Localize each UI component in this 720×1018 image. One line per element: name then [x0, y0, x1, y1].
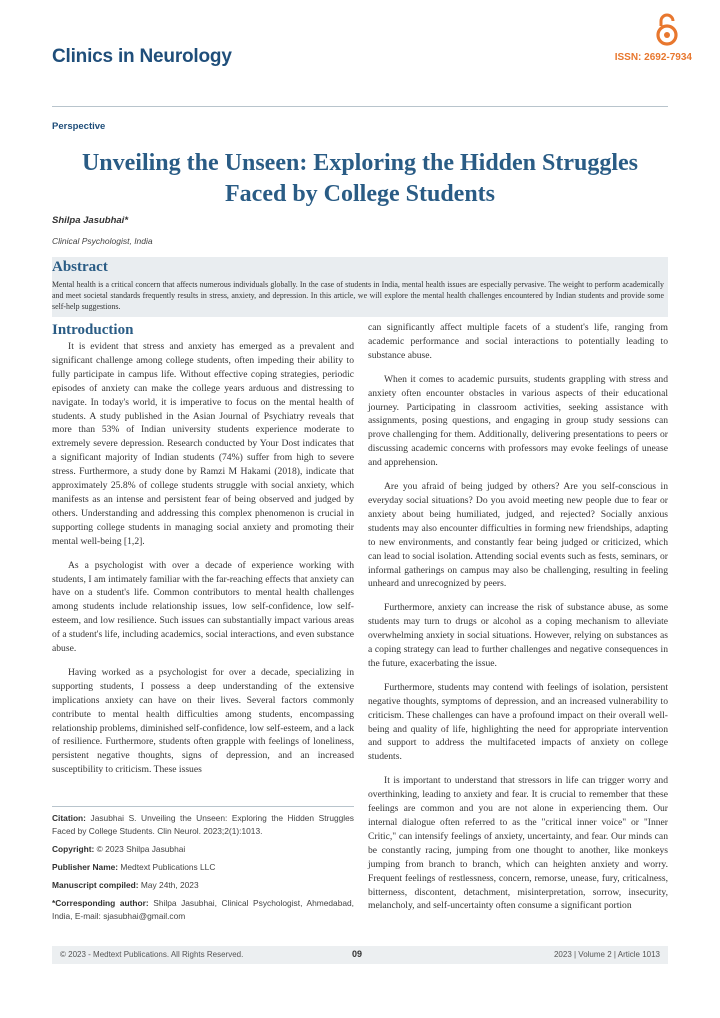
publisher-entry: [52, 861, 354, 874]
author-affiliation: Clinical Psychologist, India: [52, 236, 153, 246]
corresponding-entry: [52, 897, 354, 923]
corresponding-label: *Corresponding author:: [52, 898, 149, 908]
manuscript-entry: [52, 879, 354, 892]
right-column: [368, 321, 668, 923]
paragraph: Furthermore, anxiety can increase the risk of substance abuse, as some students may turn to drugs or alcohol as a coping mechanism to alleviate overwhelming anxiety in social situations. However, relying on substances as a coping strategy can lead to further challenges and negative consequences in the future, exacerbating the issue.: [368, 602, 668, 669]
journal-name: Clinics in Neurology: [52, 46, 232, 67]
footer-copyright: © 2023 - Medtext Publications. All Rights Reserved.: [60, 950, 244, 959]
article-title: [52, 148, 668, 210]
citation-divider: [52, 806, 354, 807]
copyright-label: Copyright:: [52, 844, 95, 854]
manuscript-label: Manuscript compiled:: [52, 880, 139, 890]
paragraph: It is evident that stress and anxiety has emerged as a prevalent and significant challenge among college students, often impeding their ability to fully participate in campus life. Without effective coping strategies, periodic episodes of anxiety can make the college years arduous and distressing to navigate. In today's world, it is imperative to focus on the mental health of students. A study published in the Asian Journal of Psychiatry reveals that more than 53% of Indian university students experience moderate to extremely severe depression. Research conducted by Your Dost indicates that a significant majority of Indian students (74%) suffer from high to severe stress. Furthermore, a study done by Ramzi M Hakami (2018), indicate that approximately 25.8% of college students struggle with social anxiety, which manifests as an intense and persistent fear of being observed and judged by others. Understanding and addressing this complex phenomenon is crucial in supporting college students in managing social anxiety and promoting their mental well-being [1,2].: [52, 341, 354, 547]
page-number: 09: [352, 949, 363, 959]
citation-label: Citation:: [52, 813, 86, 823]
introduction-heading: Introduction: [52, 322, 134, 338]
abstract-heading: Abstract: [52, 259, 108, 275]
citation-entry: [52, 812, 354, 838]
abstract-text: Mental health is a critical concern that affects numerous individuals globally. In the case of students in India, mental health issues are especially pervasive. The weight to perform academically and meet societal standards frequently results in stress, anxiety, and depression. In this article, we will explore the mental health challenges encountered by Indian students and provide some self-help suggestions.: [52, 280, 664, 311]
title-line-2: Faced by College Students: [225, 181, 495, 207]
paragraph: Are you afraid of being judged by others? Are you self-conscious in everyday social situations? Do you avoid meeting new people due to fear or anxiety about being humiliated, judged, and rejected? Socially anxious students may also encounter difficulties in forming new friendships, adapting to new environments, and constantly fear being judged or criticized, which can lead to social isolation. Attending social events such as fests, seminars, or informal gatherings on campus may also be challenging, resulting in feeling unheard and unrecognized by peers.: [368, 481, 668, 590]
paragraph: As a psychologist with over a decade of experience working with students, I am intimately familiar with the far-reaching effects that anxiety can have on a student's life. Common contributors to mental health challenges among students include relationship issues, low self-confidence, low self-esteem, and low resilience. Such issues can substantially impact various areas of a student's life, including academics, social interactions, and even substance abuse.: [52, 559, 354, 655]
open-access-lock-icon: [656, 12, 678, 46]
title-line-1: Unveiling the Unseen: Exploring the Hidden Struggles: [81, 150, 639, 176]
copyright-entry: [52, 843, 354, 856]
paragraph: It is important to understand that stressors in life can trigger worry and overthinking, leading to anxiety and fear. It is crucial to remember that these feelings are common and you are not alone in experiencing them. Our internal dialogue often referred to as the "critical inner voice" or "Inner Critic," can intensify feelings of anxiety, uncertainty, and fear. Our minds can be constantly racing, jumping from one thought to another, like monkeys jumping from branch to branch, which can heighten anxiety and worry. Frequent feelings of restlessness, concern, remorse, unease, fury, criticalness, bitterness, discontent, detachment, misinterpretation, sorrow, insecurity, melancholy, and self-uncertainty often consume a significant portion: [368, 775, 668, 912]
publisher-text: Medtext Publications LLC: [120, 862, 216, 872]
citation-box: [52, 812, 354, 928]
author-name: Shilpa Jasubhai*: [52, 215, 129, 226]
footer-volume-info: 2023 | Volume 2 | Article 1013: [553, 950, 660, 959]
paragraph: Furthermore, students may contend with feelings of isolation, persistent negative thoughts, symptoms of depression, and an increased vulnerability to criticism. These challenges can have a profound impact on their overall well-being and quality of life, highlighting the need for appropriate intervention and support to address the multifaceted impacts of anxiety on college students.: [368, 681, 668, 763]
paragraph: Having worked as a psychologist for over a decade, specializing in supporting students, I possess a deep understanding of the extensive implications anxiety can have on their lives. Several factors commonly contribute to mental health difficulties among students, encompassing relationship problems, diminished self-confidence, low self-esteem, and a lack of resilience. Furthermore, students often grapple with feelings of loneliness, persistent negative thoughts, signs of depression, and an increased susceptibility to criticism. These issues: [52, 666, 354, 776]
manuscript-text: May 24th, 2023: [140, 880, 199, 890]
header-divider: [52, 106, 668, 107]
left-column: [52, 340, 354, 787]
citation-text: Jasubhai S. Unveiling the Unseen: Exploring the Hidden Struggles Faced by College Students. Clin Neurol. 2023;2(1):1013.: [52, 813, 354, 836]
paragraph: When it comes to academic pursuits, students grappling with stress and anxiety often encounter obstacles in various aspects of their educational journey. Participating in classroom activities, seeking assistance with assignments, posing questions, and engaging in group study sessions can prove challenging for them. Additionally, delivering presentations to peers or discussing academic concerns with professors may evoke feelings of unease and apprehension.: [368, 373, 668, 469]
article-type: Perspective: [52, 121, 106, 132]
paragraph: can significantly affect multiple facets of a student's life, ranging from academic performance and social interactions to potentially leading to substance abuse.: [368, 322, 668, 361]
copyright-text: © 2023 Shilpa Jasubhai: [96, 844, 186, 854]
publisher-label: Publisher Name:: [52, 862, 119, 872]
issn-label: ISSN: 2692-7934: [614, 52, 692, 63]
corresponding-text: Shilpa Jasubhai, Clinical Psychologist, Ahmedabad, India, E-mail: sjasubhai@gmail.com: [52, 898, 354, 921]
